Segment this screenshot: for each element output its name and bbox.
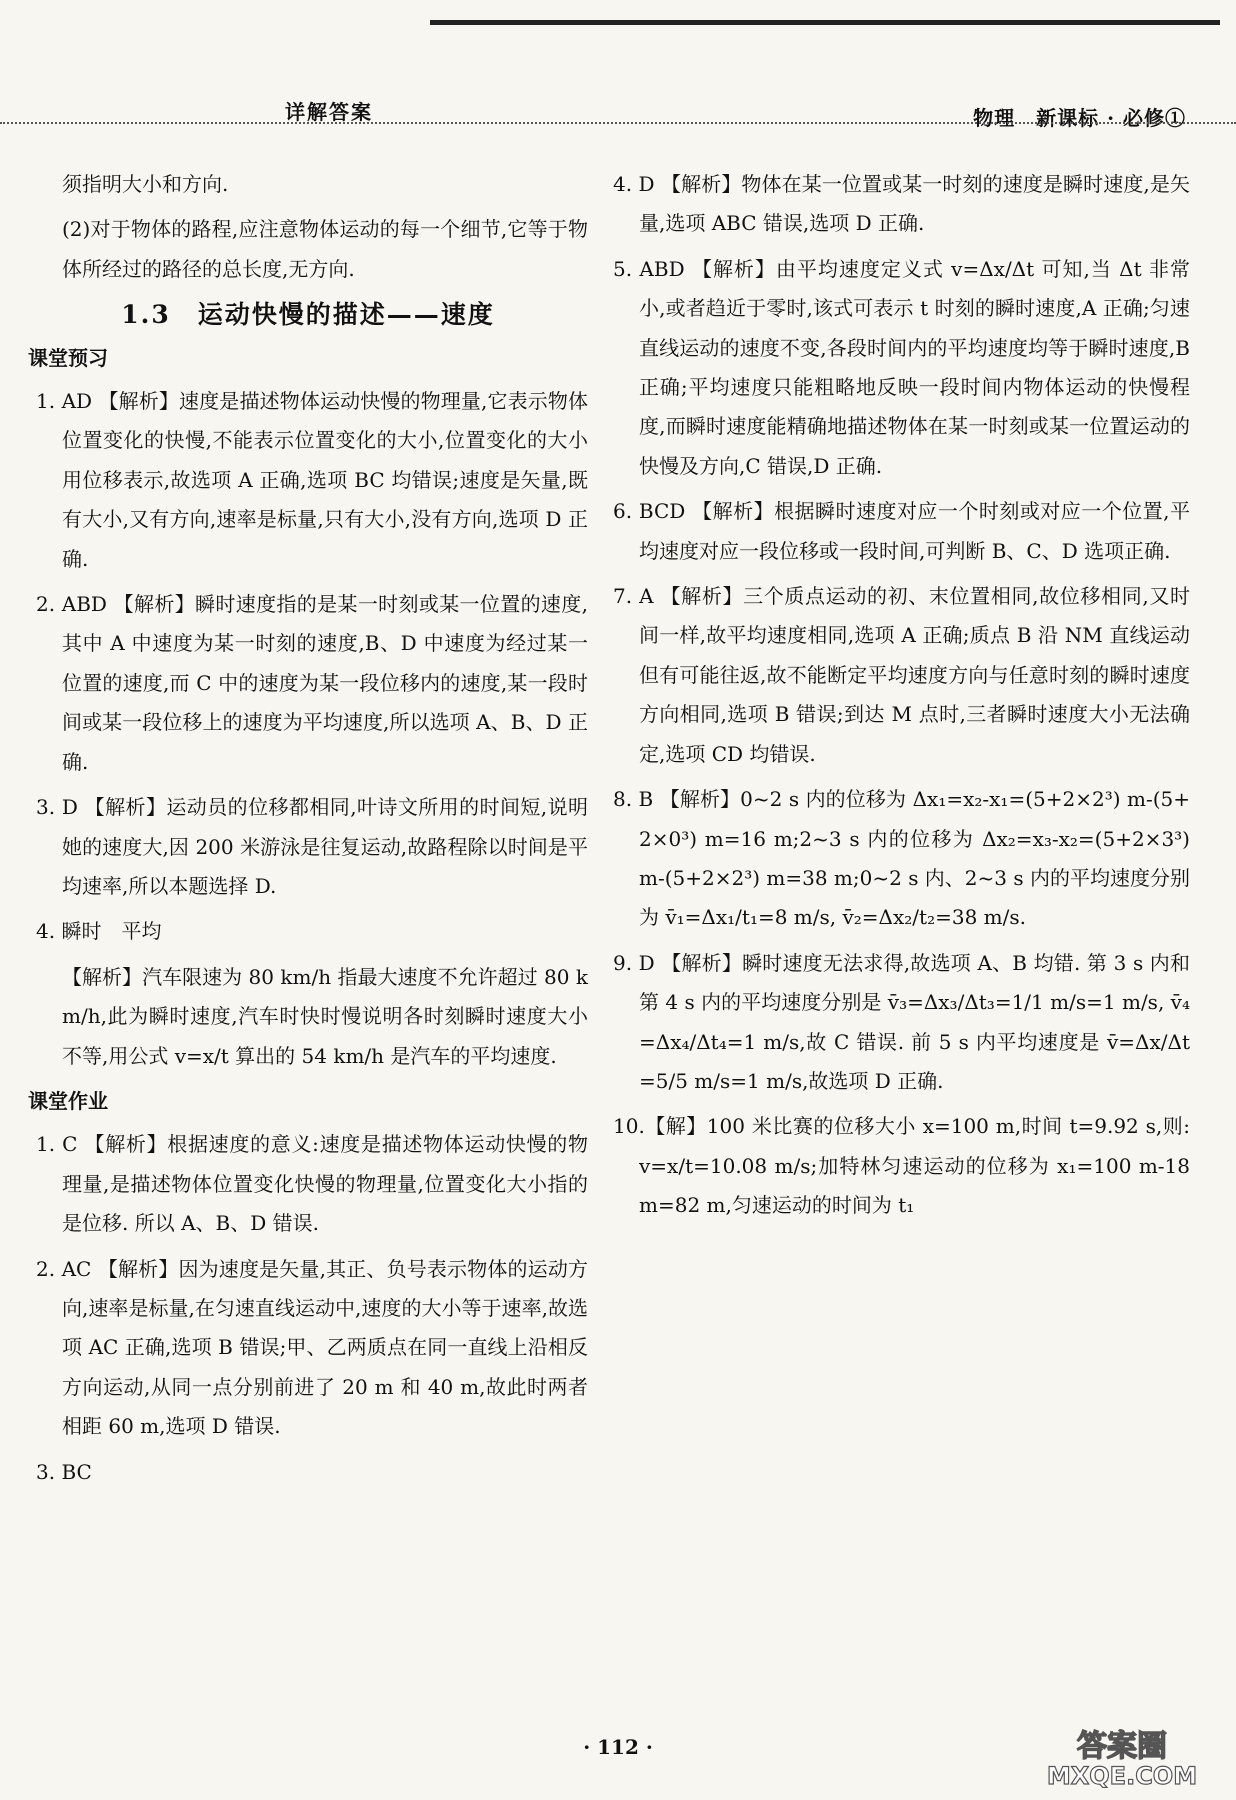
answer-item: 3. D 【解析】运动员的位移都相同,叶诗文所用的时间短,说明她的速度大,因 200 米游泳是往复运动,故路程除以时间是平均速率,所以本题选择 D. (36, 795, 588, 898)
homework-heading: 课堂作业 (28, 1088, 108, 1113)
answer-item: 1. AD 【解析】速度是描述物体运动快慢的物理量,它表示物体位置变化的快慢,不能表示位置变化的大小,位置变化的大小用位移表示,故选项 A 正确,选项 BC 均错误;速度是矢量,既有大小,又有方向,速率是标量,只有大小,没有方向,选项 D 正确. (36, 389, 588, 571)
answer-item: 【解析】汽车限速为 80 km/h 指最大速度不允许超过 80 km/h,此为瞬时速度,汽车时快时慢说明各时刻瞬时速度大小不等,用公式 v=x/t 算出的 54 km/h 是汽车的平均速度. (62, 964, 588, 1068)
section-title: 1.3 运动快慢的描述——速度 (121, 300, 495, 330)
left-column (28, 165, 588, 1498)
watermark-text: 答案圈 (1077, 1729, 1167, 1764)
answer-item: 8. B 【解析】0~2 s 内的位移为 Δx₁=x₂-x₁=(5+2×2³) m-(5+2×0³) m=16 m;2~3 s 内的位移为 Δx₂=x₃-x₂=(5+2×3³) m-(5+2×2³) m=38 m;0~2 s 内、2~3 s 内的平均速度分别为 v̄₁=Δx₁/t₁=8 m/s, v̄₂=Δx₂/t₂=38 m/s. (613, 787, 1190, 930)
answer-item: 6. BCD 【解析】根据瞬时速度对应一个时刻或对应一个位置,平均速度对应一段位移或一段时间,可判断 B、C、D 选项正确. (613, 499, 1190, 563)
answer-item: 10.【解】100 米比赛的位移大小 x=100 m,时间 t=9.92 s,则:v=x/t=10.08 m/s;加特林匀速运动的位移为 x₁=100 m-18 m=82 m,匀速运动的时间为 t₁ (613, 1114, 1190, 1218)
answer-item: 4. D 【解析】物体在某一位置或某一时刻的速度是瞬时速度,是矢量,选项 ABC 错误,选项 D 正确. (613, 172, 1190, 236)
top-rule (430, 20, 1220, 25)
continued-text: (2)对于物体的路程,应注意物体运动的每一个细节,它等于物体所经过的路径的总长度,无方向. (62, 217, 588, 281)
continued-text: 须指明大小和方向. (62, 172, 229, 196)
answer-item: 7. A 【解析】三个质点运动的初、末位置相同,故位移相同,又时间一样,故平均速度相同,选项 A 正确;质点 B 沿 NM 直线运动但有可能往返,故不能断定平均速度方向与任意时刻的瞬时速度方向相同,选项 B 错误;到达 M 点时,三者瞬时速度大小无法确定,选项 CD 均错误. (613, 584, 1190, 766)
answer-item: 3. BC (36, 1459, 92, 1484)
header-left: 详解答案 (285, 100, 373, 124)
answer-item: 1. C 【解析】根据速度的意义:速度是描述物体运动快慢的物理量,是描述物体位置变化快慢的物理量,位置变化大小指的是位移. 所以 A、B、D 错误. (36, 1132, 588, 1236)
watermark-url: MXQE.COM (1046, 1762, 1198, 1788)
page-number: · 112 · (583, 1735, 653, 1759)
answer-item: 2. ABD 【解析】瞬时速度指的是某一时刻或某一位置的速度,其中 A 中速度为某一时刻的速度,B、D 中速度为经过某一位置的速度,而 C 中的速度为某一段位移内的速度,某一段时间或某一段位移上的速度为平均速度,所以选项 A、B、D 正确. (36, 592, 588, 774)
answer-item: 2. AC 【解析】因为速度是矢量,其正、负号表示物体的运动方向,速率是标量,在匀速直线运动中,速度的大小等于速率,故选项 AC 正确,选项 B 错误;甲、乙两质点在同一直线上沿相反方向运动,从同一点分别前进了 20 m 和 40 m,故此时两者相距 60 m,选项 D 错误. (36, 1256, 588, 1439)
answer-item: 4. 瞬时 平均 (36, 919, 162, 944)
answer-item: 5. ABD 【解析】由平均速度定义式 v=Δx/Δt 可知,当 Δt 非常小,或者趋近于零时,该式可表示 t 时刻的瞬时速度,A 正确;匀速直线运动的速度不变,各段时间内的平均速度均等于瞬时速度,B 正确;平均速度只能粗略地反映一段时间内物体运动的快慢程度,而瞬时速度能精确地描述物体在某一时刻或某一位置运动的快慢及方向,C 错误,D 正确. (613, 256, 1190, 478)
answer-item: 9. D 【解析】瞬时速度无法求得,故选项 A、B 均错. 第 3 s 内和第 4 s 内的平均速度分别是 v̄₃=Δx₃/Δt₃=1/1 m/s=1 m/s, v̄₄=Δx₄/Δt₄=1 m/s,故 C 错误. 前 5 s 内平均速度是 v̄=Δx/Δt=5/5 m/s=1 m/s,故选项 D 正确. (613, 950, 1190, 1093)
right-column (605, 165, 1190, 1232)
header-right: 物理 新课标 · 必修① (973, 106, 1186, 130)
header-divider (0, 122, 1236, 124)
watermark-logo (1022, 1724, 1222, 1788)
preview-heading: 课堂预习 (28, 345, 108, 370)
